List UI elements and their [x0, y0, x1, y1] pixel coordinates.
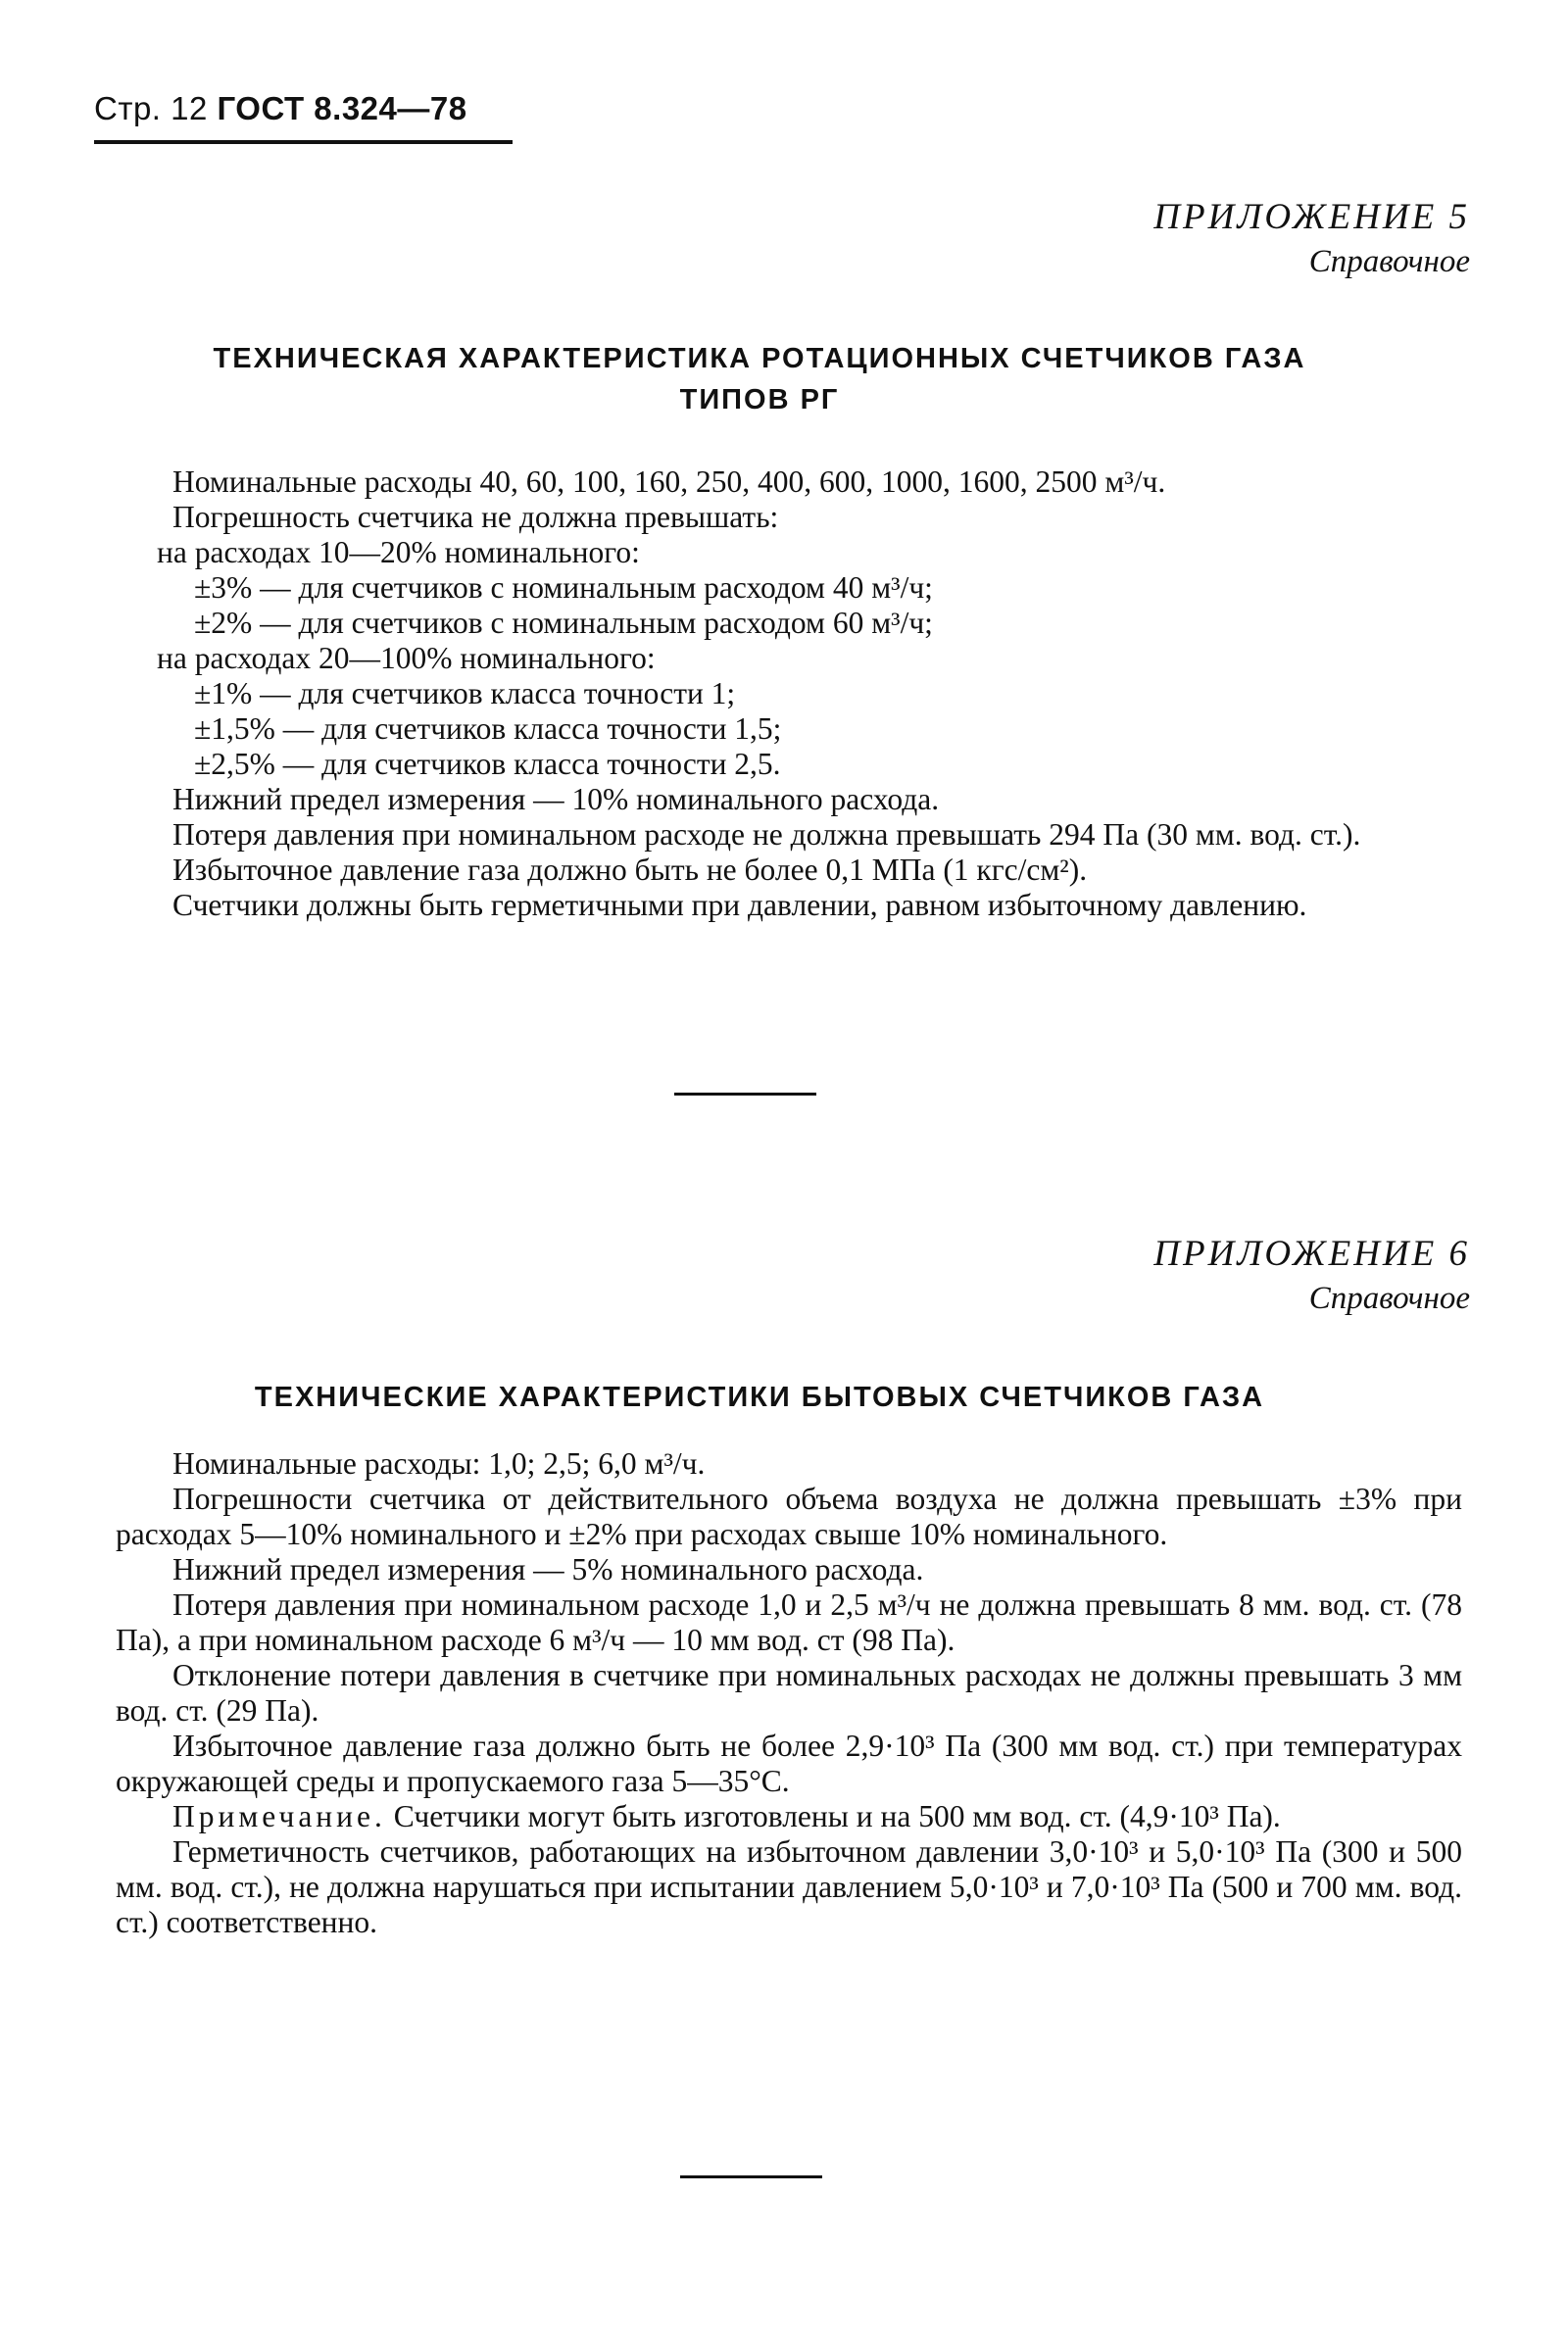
body-line: ±1,5% — для счетчиков класса точности 1,5; [194, 711, 782, 746]
body-line: Счетчики должны быть герметичными при давлении, равном избыточному давлению. [172, 888, 1307, 922]
note-text: Счетчики могут быть изготовлены и на 500 мм вод. ст. (4,9·10³ Па). [393, 1799, 1281, 1833]
body-paragraph: Погрешности счетчика от действительного объема воздуха не должна превышать ±3% при расходах 5—10% номинального и ±2% при расходах свыше 10% номинального. [116, 1482, 1462, 1551]
page-header [94, 90, 467, 127]
body-line: Нижний предел измерения — 10% номинального расхода. [172, 782, 940, 816]
body-paragraph: Номинальные расходы: 1,0; 2,5; 6,0 м³/ч. [172, 1446, 706, 1481]
body-paragraph: Отклонение потери давления в счетчике при номинальных расходах не должны превышать 3 мм вод. ст. (29 Па). [116, 1658, 1462, 1728]
body-line: Номинальные расходы 40, 60, 100, 160, 250, 400, 600, 1000, 1600, 2500 м³/ч. [172, 464, 1166, 499]
section-divider [674, 1093, 816, 1096]
appendix-5-title-line-1: ТЕХНИЧЕСКАЯ ХАРАКТЕРИСТИКА РОТАЦИОННЫХ СЧЕТЧИКОВ ГАЗА [213, 343, 1306, 374]
section-divider [680, 2175, 822, 2178]
appendix-5-title [147, 338, 1372, 420]
body-line: на расходах 20—100% номинального: [157, 641, 656, 675]
appendix-6-title: ТЕХНИЧЕСКИЕ ХАРАКТЕРИСТИКИ БЫТОВЫХ СЧЕТЧИКОВ ГАЗА [254, 1382, 1265, 1413]
body-line: ±3% — для счетчиков с номинальным расходом 40 м³/ч; [194, 570, 933, 605]
body-paragraph: Нижний предел измерения — 5% номинального расхода. [172, 1552, 924, 1586]
body-paragraph: Избыточное давление газа должно быть не более 2,9·10³ Па (300 мм вод. ст.) при температурах окружающей среды и пропускаемого газа 5—35°С. [116, 1729, 1462, 1798]
page-number: Стр. 12 [94, 90, 208, 126]
appendix-5-kind: Справочное [1308, 244, 1470, 279]
body-line: Избыточное давление газа должно быть не более 0,1 МПа (1 кгс/см²). [172, 853, 1088, 887]
body-line: на расходах 10—20% номинального: [157, 535, 640, 569]
appendix-5-title-line-2: ТИПОВ РГ [679, 384, 840, 415]
body-line: ±2,5% — для счетчиков класса точности 2,5. [194, 747, 781, 781]
appendix-6-kind: Справочное [1308, 1281, 1470, 1316]
appendix-6-heading [960, 1233, 1470, 1317]
appendix-5-heading [960, 196, 1470, 280]
appendix-6-body [116, 1446, 1462, 1940]
body-line: Погрешность счетчика не должна превышать: [172, 500, 779, 534]
appendix-5-label: ПРИЛОЖЕНИЕ 5 [1153, 197, 1470, 237]
body-line: ±1% — для счетчиков класса точности 1; [194, 676, 736, 710]
note-label: Примечание. [172, 1799, 386, 1833]
body-paragraph: Потеря давления при номинальном расходе 1,0 и 2,5 м³/ч не должна превышать 8 мм. вод. ст. (78 Па), а при номинальном расходе 6 м³/ч — 10 мм вод. ст (98 Па). [116, 1587, 1462, 1657]
appendix-6-label: ПРИЛОЖЕНИЕ 6 [1153, 1234, 1470, 1274]
body-line: Потеря давления при номинальном расходе не должна превышать 294 Па (30 мм. вод. ст.). [172, 817, 1361, 852]
appendix-5-body [157, 464, 1460, 923]
body-paragraph: Герметичность счетчиков, работающих на избыточном давлении 3,0·10³ и 5,0·10³ Па (300 и 500 мм. вод. ст.), не должна нарушаться при испытании давлением 5,0·10³ и 7,0·10³ Па (500 и 700 мм. вод. ст.) соответственно. [116, 1834, 1462, 1939]
document-code: ГОСТ 8.324—78 [217, 90, 467, 126]
header-rule [94, 140, 513, 144]
body-line: ±2% — для счетчиков с номинальным расходом 60 м³/ч; [194, 606, 933, 640]
note-paragraph [116, 1799, 1462, 1834]
